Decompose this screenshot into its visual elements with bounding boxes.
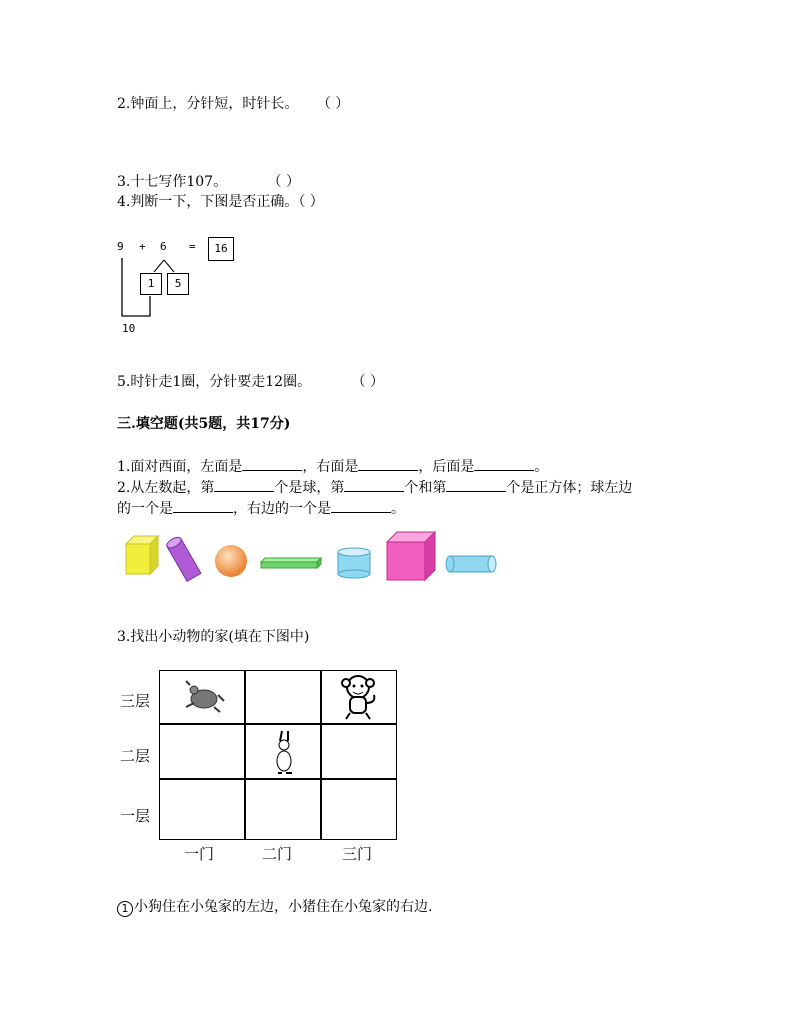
column-label: 一门: [184, 845, 215, 863]
math-split-box-1: 1: [140, 273, 162, 295]
green-cuboid-shape: [261, 558, 321, 568]
question-4-text: 4.判断一下，下图是否正确。（ ）: [117, 194, 324, 210]
fill-text: 。: [391, 501, 405, 517]
fill-question-3: [117, 628, 309, 646]
answer-paren: （ ）: [316, 96, 350, 112]
fill-text: ，右边的一个是: [233, 501, 331, 517]
answer-blank[interactable]: [474, 456, 534, 471]
fill-question-1: [117, 456, 548, 476]
math-plus: +: [139, 240, 146, 253]
fill-text: ，右面是: [302, 459, 359, 475]
math-ten: 10: [122, 322, 136, 335]
sub-question-text: 小狗住在小兔家的左边，小猪住在小兔家的右边.: [134, 899, 433, 915]
fill-text: 个和第: [404, 480, 447, 496]
question-2: [117, 95, 349, 113]
purple-cylinder-shape: [165, 535, 201, 581]
math-addend-b: 6: [160, 240, 167, 253]
fill-text: ，后面是: [418, 459, 475, 475]
answer-blank[interactable]: [331, 498, 391, 513]
question-4: [117, 193, 324, 211]
math-split-box-2: 5: [167, 273, 189, 295]
grid-line: [160, 778, 396, 780]
fill-text: 。: [534, 459, 549, 475]
circled-number: 1: [117, 901, 133, 917]
question-3: [117, 173, 300, 191]
math-addend-a: 9: [117, 240, 124, 253]
question-5: [117, 373, 384, 391]
fill-text: 个是球，第: [274, 480, 345, 496]
fill-text: 1.面对西面，左面是: [117, 459, 243, 475]
row-label: 二层: [120, 747, 151, 765]
shapes-row: [120, 530, 510, 590]
fill-text: 2.从左数起，第: [117, 480, 215, 496]
monkey-icon: [338, 673, 380, 721]
answer-blank[interactable]: [173, 498, 233, 513]
answer-blank[interactable]: [242, 456, 302, 471]
frog-icon: [180, 677, 226, 715]
sub-question-1: [117, 898, 432, 917]
orange-ball-shape: [215, 545, 247, 577]
fill-question-2-line-1: [117, 477, 632, 497]
answer-paren: （ ）: [267, 174, 300, 190]
math-result-box: 16: [208, 237, 234, 261]
question-3-text: 3.十七写作107。: [117, 174, 228, 190]
section-title: 三.填空题(共5题，共17分): [117, 416, 291, 432]
animal-house-grid: [159, 670, 397, 840]
blue-cylinder-shape: [338, 548, 370, 578]
math-equals: =: [189, 240, 196, 253]
yellow-cube-shape: [126, 536, 158, 574]
question-2-text: 2.钟面上，分针短，时针长。: [117, 96, 299, 112]
pink-cube-shape: [387, 532, 435, 580]
rabbit-icon: [270, 729, 300, 777]
grid-line: [160, 723, 396, 725]
grid-line: [320, 671, 322, 839]
blue-cylinder-lying-shape: [446, 556, 496, 572]
answer-blank[interactable]: [214, 477, 274, 492]
question-5-text: 5.时针走1圈，分针要走12圈。: [117, 374, 312, 390]
column-label: 三门: [342, 845, 373, 863]
answer-blank[interactable]: [358, 456, 418, 471]
fill-text: 的一个是: [117, 501, 173, 517]
fill-question-2-line-2: [117, 498, 405, 518]
row-label: 三层: [120, 692, 151, 710]
answer-blank[interactable]: [344, 477, 404, 492]
grid-line: [244, 671, 246, 839]
column-label: 二门: [262, 845, 293, 863]
answer-blank[interactable]: [446, 477, 506, 492]
row-label: 一层: [120, 807, 151, 825]
fill-text: 3.找出小动物的家(填在下图中): [117, 629, 310, 645]
fill-text: 个是正方体；球左边: [506, 480, 633, 496]
answer-paren: （ ）: [351, 374, 384, 390]
